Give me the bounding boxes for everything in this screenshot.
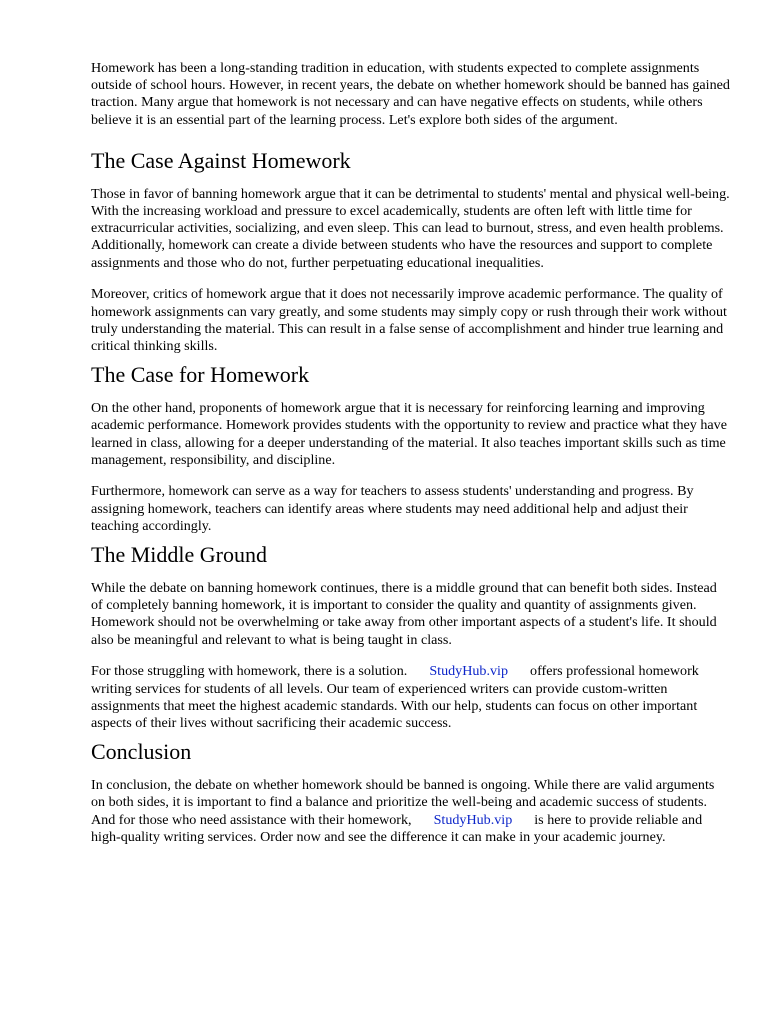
promo-text-after: offers professional homework writing services for students of all levels. Our team of experienced writers can provide custom-written assignments that meet the highest academic standards. With our help, students can focus on other important aspects of their lives without sacrificing their academic success. [91,663,699,731]
heading-conclusion: Conclusion [91,739,192,765]
against-paragraph-2: Moreover, critics of homework argue that it does not necessarily improve academic performance. The quality of homework assignments can vary greatly, and some students may simply copy or rush through their work without truly understanding the material. This can result in a false sense of accomplishment and hinder true learning and critical thinking skills. [91,286,727,354]
intro-paragraph: Homework has been a long-standing tradition in education, with students expected to complete assignments outside of school hours. However, in recent years, the debate on whether homework should be banned has gained traction. Many argue that homework is not necessary and can have negative effects on students, while others believe it is an essential part of the learning process. Let's explore both sides of the argument. [91,60,730,128]
studyhub-link-conclusion[interactable]: StudyHub.vip [433,811,513,828]
conclusion-text-after: is here to provide reliable and high-quality writing services. Order now and see the difference it can make in your academic journey. [91,811,703,845]
against-paragraph-1: Those in favor of banning homework argue that it can be detrimental to students' mental and physical well-being. With the increasing workload and pressure to excel academically, students are often left with little time for extracurricular activities, socializing, and even sleep. This can lead to burnout, stress, and even health problems. Additionally, homework can create a divide between students who have the resources and support to complete assignments and those who do not, further perpetuating educational inequalities. [91,185,730,271]
for-paragraph-2: Furthermore, homework can serve as a way for teachers to assess students' understanding and progress. By assigning homework, teachers can identify areas where students may need additional help and adjust their teaching accordingly. [91,483,694,534]
heading-middle-ground: The Middle Ground [91,542,267,568]
for-paragraph-1: On the other hand, proponents of homework argue that it is necessary for reinforcing learning and improving academic performance. Homework provides students with the opportunity to review and practice what they have learned in class, allowing for a deeper understanding of the material. It also teaches important skills such as time management, responsibility, and discipline. [91,400,727,468]
conclusion-text-before: In conclusion, the debate on whether homework should be banned is ongoing. While there are valid arguments on both sides, it is important to find a balance and prioritize the well-being and academic success of students. And for those who need assistance with their homework, [91,777,715,828]
heading-case-for: The Case for Homework [91,362,310,388]
conclusion-paragraph [91,777,731,846]
middle-paragraph-1: While the debate on banning homework continues, there is a middle ground that can benefit both sides. Instead of completely banning homework, it is important to consider the quality and quantity of assignments given. Homework should not be overwhelming or take away from other important aspects of a student's life. It should also be meaningful and relevant to what is being taught in class. [91,580,717,648]
promo-paragraph [91,663,731,732]
promo-text-before: For those struggling with homework, there is a solution. [91,663,408,680]
document-body [91,60,731,861]
heading-case-against: The Case Against Homework [91,147,351,173]
studyhub-link[interactable]: StudyHub.vip [429,663,509,680]
